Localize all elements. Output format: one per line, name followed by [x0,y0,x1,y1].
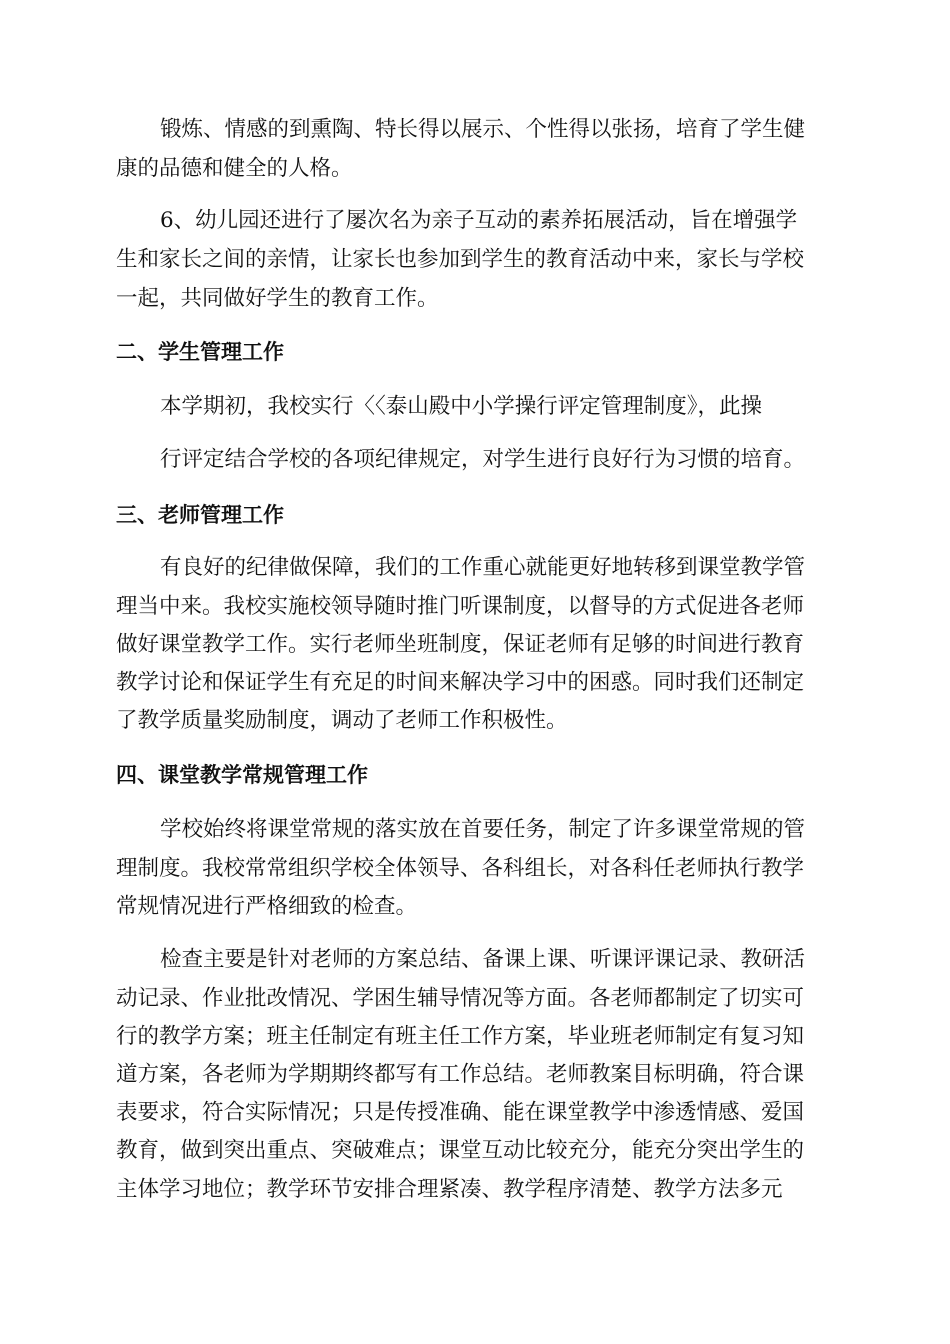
paragraph-line: 行的教学方案；班主任制定有班主任工作方案，毕业班老师制定有复习知 [116,1024,805,1049]
paragraph-line: 本学期初，我校实行〈〈泰山殿中小学操行评定管理制度》，此操 [160,394,763,419]
paragraph-line: 检查主要是针对老师的方案总结、备课上课、听课评课记录、教研活 [160,947,806,972]
paragraph-line: 常规情况进行严格细致的检查。 [116,894,418,919]
paragraph-line: 理当中来。我校实施校领导随时推门听课制度，以督导的方式促进各老师 [116,594,805,619]
paragraph-line: 道方案，各老师为学期期终都写有工作总结。老师教案目标明确，符合课 [116,1062,805,1087]
section-heading-classroom-routine: 四、课堂教学常规管理工作 [116,763,368,787]
paragraph-line: 了教学质量奖励制度，调动了老师工作积极性。 [116,708,568,733]
paragraph-line: 动记录、作业批改情况、学困生辅导情况等方面。各老师都制定了切实可 [116,986,805,1011]
section-heading-student-management: 二、学生管理工作 [116,340,284,364]
paragraph-line: 行评定结合学校的各项纪律规定，对学生进行良好行为习惯的培育。 [160,447,806,472]
paragraph-line: 生和家长之间的亲情，让家长也参加到学生的教育活动中来，家长与学校 [116,247,805,272]
paragraph-line: 康的品德和健全的人格。 [116,156,353,181]
paragraph-line: 学校始终将课堂常规的落实放在首要任务，制定了许多课堂常规的管 [160,817,806,842]
paragraph-line: 教学讨论和保证学生有充足的时间来解决学习中的困惑。同时我们还制定 [116,670,805,695]
paragraph-line: 表要求，符合实际情况；只是传授准确、能在课堂教学中渗透情感、爱国 [116,1100,805,1125]
paragraph-line: 有良好的纪律做保障，我们的工作重心就能更好地转移到课堂教学管 [160,555,806,580]
paragraph-line: 理制度。我校常常组织学校全体领导、各科组长，对各科任老师执行教学 [116,856,805,881]
paragraph-line: 一起，共同做好学生的教育工作。 [116,286,439,311]
paragraph-line: 6、幼儿园还进行了屡次名为亲子互动的素养拓展活动，旨在增强学 [160,208,798,233]
paragraph-line: 锻炼、情感的到熏陶、特长得以展示、个性得以张扬，培育了学生健 [160,117,806,142]
paragraph-line: 主体学习地位；教学环节安排合理紧凑、教学程序清楚、教学方法多元 [116,1177,783,1202]
section-heading-teacher-management: 三、老师管理工作 [116,503,284,527]
paragraph-line: 做好课堂教学工作。实行老师坐班制度，保证老师有足够的时间进行教育 [116,632,805,657]
paragraph-line: 教育，做到突出重点、突破难点；课堂互动比较充分，能充分突出学生的 [116,1138,805,1163]
